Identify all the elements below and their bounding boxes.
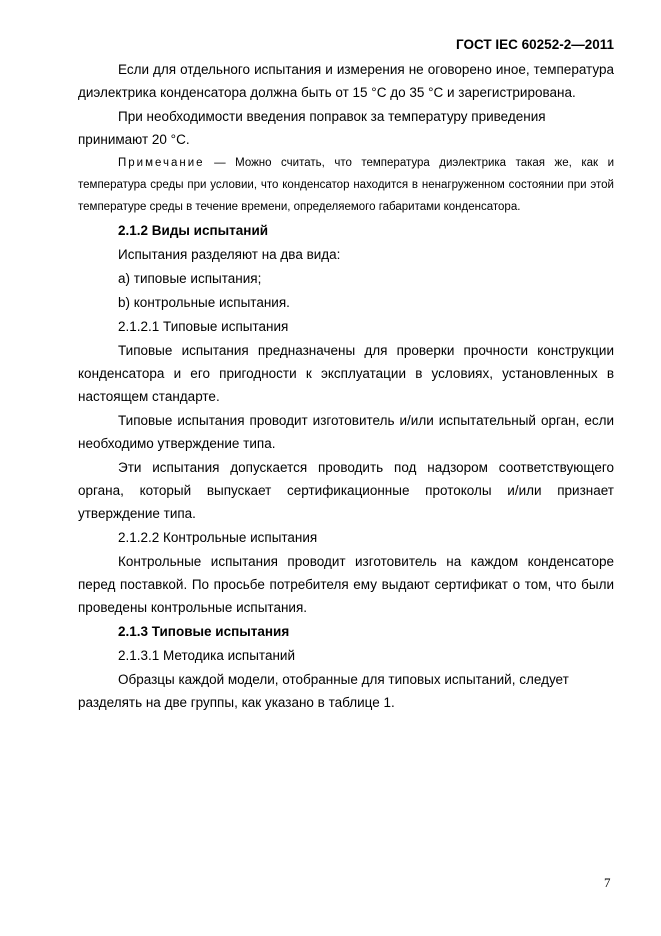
note-text: — Можно считать, что температура диэлектрика такая же, как и температура среды при условии, что конденсатор находится в ненагруженном состоянии при этой температуре среды в течение времени, определяемого габаритами конденсатора. xyxy=(78,157,614,213)
section-heading-2-1-3: 2.1.3 Типовые испытания xyxy=(118,624,290,639)
page-body xyxy=(78,58,614,714)
paragraph-type-tests-performer: Типовые испытания проводит изготовитель и/или испытательный орган, если необходимо утверждение типа. xyxy=(78,413,614,451)
page-number: 7 xyxy=(604,875,611,890)
list-item-routine-tests: b) контрольные испытания. xyxy=(118,295,290,310)
paragraph-reference-temperature: При необходимости введения поправок за температуру приведения принимают 20 °С. xyxy=(78,109,546,147)
list-item-type-tests: а) типовые испытания; xyxy=(118,271,262,286)
paragraph-test-kinds-intro: Испытания разделяют на два вида: xyxy=(118,247,341,262)
paragraph-routine-tests: Контрольные испытания проводит изготовитель на каждом конденсаторе перед поставкой. По просьбе потребителя ему выдают сертификат о том, что были проведены контрольные испытания. xyxy=(78,554,614,615)
paragraph-type-tests-supervision: Эти испытания допускается проводить под надзором соответствующего органа, который выпускает сертификационные протоколы и/или признает утверждение типа. xyxy=(78,460,614,521)
section-heading-2-1-3-1: 2.1.3.1 Методика испытаний xyxy=(118,648,295,663)
paragraph-sample-groups: Образцы каждой модели, отобранные для типовых испытаний, следует разделять на две группы, как указано в таблице 1. xyxy=(78,672,569,710)
note-block xyxy=(78,152,614,218)
document-code-header: ГОСТ IEC 60252-2—2011 xyxy=(456,37,614,52)
section-heading-2-1-2-2: 2.1.2.2 Контрольные испытания xyxy=(118,530,318,545)
paragraph-temperature-range: Если для отдельного испытания и измерения не оговорено иное, температура диэлектрика конденсатора должна быть от 15 °С до 35 °С и зарегистрирована. xyxy=(78,62,614,100)
section-heading-2-1-2: 2.1.2 Виды испытаний xyxy=(118,223,269,238)
note-label: Примечание xyxy=(118,157,205,169)
section-heading-2-1-2-1: 2.1.2.1 Типовые испытания xyxy=(118,319,289,334)
paragraph-type-tests-purpose: Типовые испытания предназначены для проверки прочности конструкции конденсатора и его пригодности к эксплуатации в условиях, установленных в настоящем стандарте. xyxy=(78,343,614,404)
